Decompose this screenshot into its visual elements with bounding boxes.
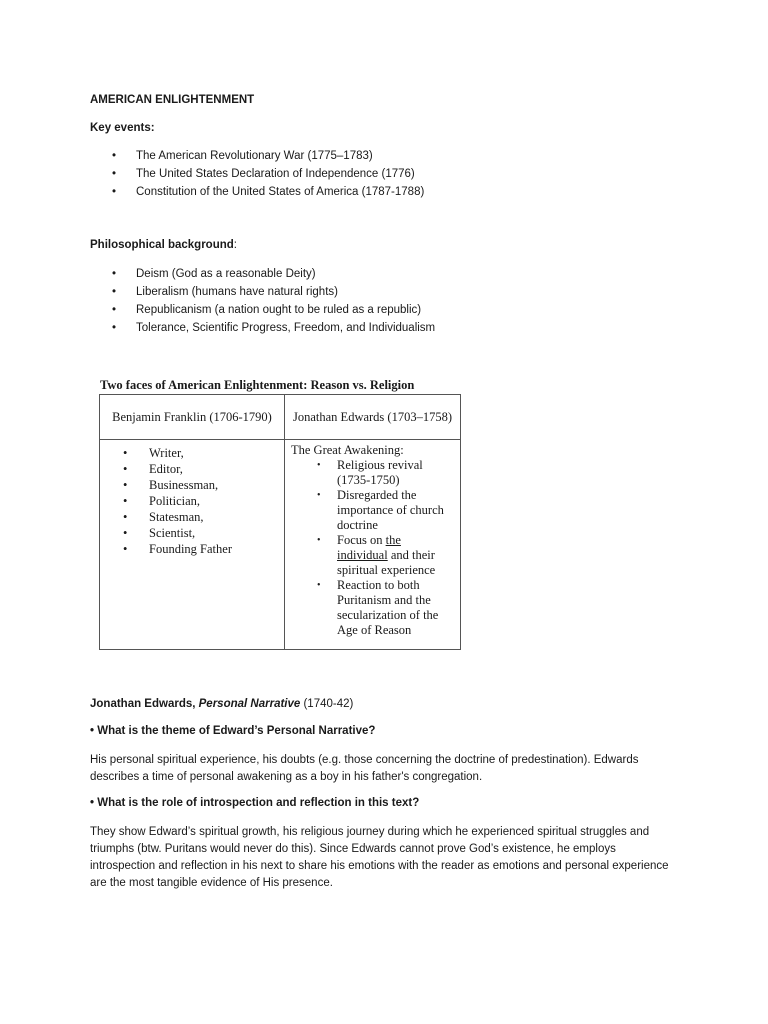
franklin-roles-list <box>101 445 283 557</box>
table-caption: Two faces of American Enlightenment: Reason vs. Religion <box>100 378 415 392</box>
document-title: AMERICAN ENLIGHTENMENT <box>90 94 255 106</box>
table-row <box>100 440 461 650</box>
philosophical-background-heading <box>90 239 237 251</box>
list-item: • Founding Father <box>123 541 283 557</box>
list-item: • Religious revival (1735-1750) <box>301 458 456 488</box>
heading-colon: : <box>233 239 237 251</box>
table-header-row <box>100 395 461 440</box>
question-introspection: • What is the role of introspection and reflection in this text? <box>90 797 420 809</box>
answer-theme: His personal spiritual experience, his doubts (e.g. those concerning the doctrine of predestination). Edwards describes a time of personal awakening as a boy in his father's congregation. <box>90 754 639 783</box>
list-item: • Republicanism (a nation ought to be ruled as a republic) <box>112 301 435 319</box>
list-item: • Tolerance, Scientific Progress, Freedom, and Individualism <box>112 319 435 337</box>
work-years: (1740-42) <box>300 698 354 710</box>
edwards-header: Jonathan Edwards (1703–1758) <box>285 395 461 440</box>
focus-text-end: and their spiritual experience <box>337 548 436 577</box>
list-item: • Politician, <box>123 493 283 509</box>
list-item: • Statesman, <box>123 509 283 525</box>
list-item: • Reaction to both Puritanism and the secularization of the Age of Reason <box>301 578 456 638</box>
author-name: Jonathan Edwards, <box>90 698 199 710</box>
edwards-points-list <box>291 458 456 638</box>
list-item: • Liberalism (humans have natural rights) <box>112 283 435 301</box>
philosophical-background-list <box>112 265 435 337</box>
list-item: • The American Revolutionary War (1775–1783) <box>112 147 424 165</box>
franklin-header: Benjamin Franklin (1706-1790) <box>100 395 285 440</box>
key-events-list <box>112 147 424 201</box>
list-item: • Editor, <box>123 461 283 477</box>
answer-introspection: They show Edward’s spiritual growth, his religious journey during which he experienced spiritual struggles and triumphs (btw. Puritans would never do this). Since Edwards cannot prove God’s existence, he employs introspection and reflection in his next to share his emotions with the reader as emotions and personal experience are the most tangible evidence of His presence. <box>90 826 669 889</box>
list-item: • Disregarded the importance of church doctrine <box>301 488 456 533</box>
list-item: • Writer, <box>123 445 283 461</box>
personal-narrative-heading <box>90 698 353 710</box>
list-item: • Scientist, <box>123 525 283 541</box>
great-awakening-title: The Great Awakening: <box>291 443 404 457</box>
franklin-cell <box>100 440 285 650</box>
work-title: Personal Narrative <box>198 698 301 710</box>
list-item: • The United States Declaration of Independence (1776) <box>112 165 424 183</box>
list-item: • Deism (God as a reasonable Deity) <box>112 265 435 283</box>
key-events-heading: Key events: <box>90 122 155 134</box>
edwards-cell <box>285 440 461 650</box>
list-item: • Constitution of the United States of America (1787-1788) <box>112 183 424 201</box>
comparison-table <box>99 394 461 650</box>
focus-underlined-text: the individual <box>337 533 401 562</box>
list-item: • Businessman, <box>123 477 283 493</box>
question-theme: • What is the theme of Edward’s Personal Narrative? <box>90 725 376 737</box>
philosophical-background-label: Philosophical background <box>90 239 234 251</box>
list-item <box>301 533 456 578</box>
focus-text-start: Focus on <box>337 533 386 547</box>
